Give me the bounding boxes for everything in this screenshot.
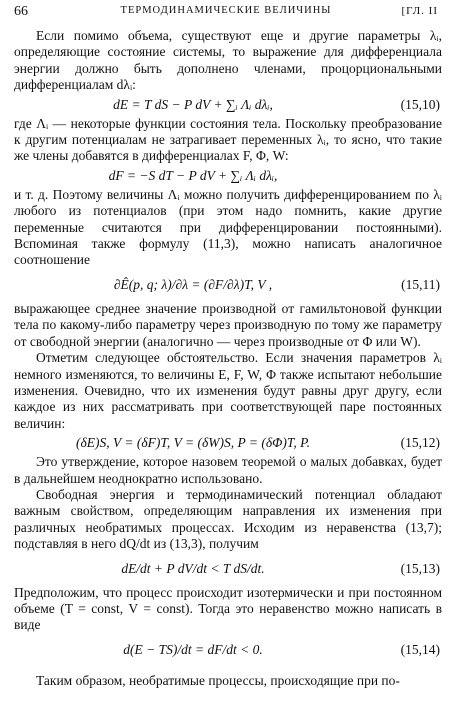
equation-formula: (δE)S, V = (δF)T, V = (δW)S, P = (δΦ)T, P. xyxy=(75,435,311,451)
equation-formula: ∂Ê(p, q; λ)/∂λ = (∂F/∂λ)T, V , xyxy=(113,276,273,292)
equation-number: (15,10) xyxy=(400,96,440,112)
equation-15-11 xyxy=(14,270,442,300)
paragraph: Это утверждение, которое назовем теоремой о малых добавках, будет в дальнейшем неоднократно использовано. xyxy=(14,454,442,486)
equation-number: (15,14) xyxy=(400,641,440,657)
paragraph: где Λᵢ — некоторые функции состояния тела. Поскольку преобразование к другим потенциалам не затрагивает переменных λᵢ, то ясно, что такие же члены добавятся в дифференциалах F, Φ, W: xyxy=(14,115,442,164)
page-number: 66 xyxy=(14,4,28,19)
equation-dF xyxy=(14,166,442,186)
paragraph: Если помимо объема, существуют еще и другие параметры λᵢ, определяющие состояние системы, то выражение для дифференциала энергии должно быть дополнено членами, процорциональными дифференциалам dλᵢ: xyxy=(14,28,442,93)
running-header xyxy=(14,4,438,24)
equation-number: (15,11) xyxy=(401,276,440,292)
running-title: ТЕРМОДИНАМИЧЕСКИЕ ВЕЛИЧИНЫ xyxy=(120,5,332,16)
chapter-marker: [ГЛ. II xyxy=(401,5,438,17)
paragraph: Отметим следующее обстоятельство. Если значения параметров λᵢ немного изменяются, то величины E, F, W, Φ также испытают небольшие изменения. Очевидно, что их изменения будут равны друг другу, если каждое из них рассматривать при соответствующей паре постоянных величин: xyxy=(14,350,442,431)
equation-formula: dF = −S dT − P dV + ∑ᵢ Λᵢ dλᵢ, xyxy=(108,167,278,183)
page-body xyxy=(14,28,442,689)
paragraph: выражающее среднее значение производной от гамильтоновой функции тела по какому-либо параметру через производную по тому же параметру от свободной энергии (аналогично — через производные от Φ или W). xyxy=(14,300,442,349)
equation-formula: dE = T dS − P dV + ∑ᵢ Λᵢ dλᵢ, xyxy=(113,96,273,112)
equation-15-14 xyxy=(14,635,442,665)
paragraph: и т. д. Поэтому величины Λᵢ можно получить дифференцированием по λᵢ любого из потенциалов (при этом надо помнить, какие другие переменные считаются при дифференцировании постоянными). Вспоминая также формулу (11,3), можно написать аналогичное соотношение xyxy=(14,186,442,268)
paragraph: Свободная энергия и термодинамический потенциал обладают важным свойством, определяющим направления их изменения при различных необратимых процессах. Исходим из неравенства (13,7); подставляя в него dQ/dt из (13,3), получим xyxy=(14,486,442,552)
paragraph: Предположим, что процесс происходит изотермически и при постоянном объеме (T = const, V = const). Тогда это неравенство можно написать в виде xyxy=(14,584,442,633)
equation-formula: d(E − TS)/dt = dF/dt < 0. xyxy=(123,641,263,657)
equation-formula: dE/dt + P dV/dt < T dS/dt. xyxy=(121,560,265,576)
paragraph: Таким образом, необратимые процессы, происходящие при по- xyxy=(36,672,400,688)
equation-15-12 xyxy=(14,433,442,453)
equation-number: (15,12) xyxy=(400,435,440,451)
equation-15-13 xyxy=(14,554,442,584)
equation-15-10 xyxy=(14,95,442,115)
equation-number: (15,13) xyxy=(400,560,440,576)
